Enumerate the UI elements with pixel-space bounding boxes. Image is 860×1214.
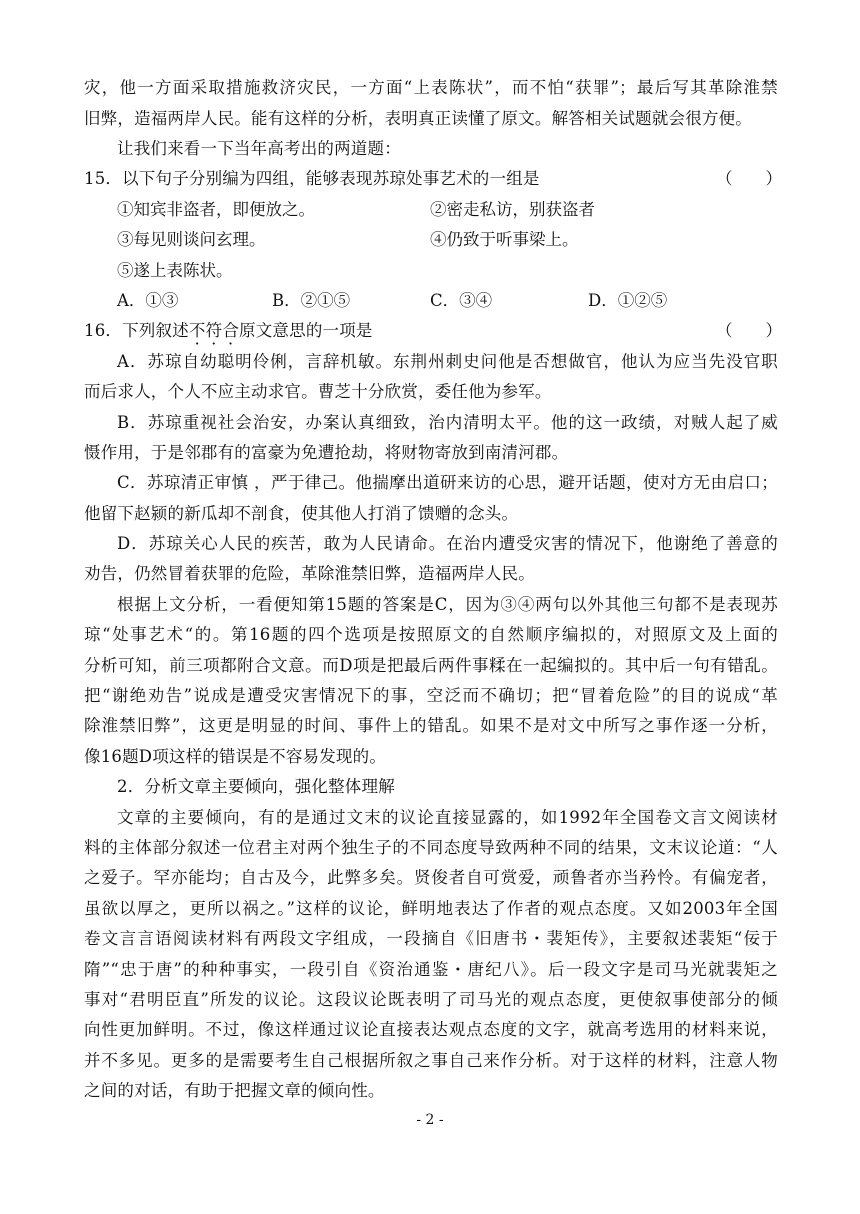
q16-stem-pre: 16．下列叙述: [84, 321, 189, 340]
answer-paren: （ ）: [716, 169, 782, 188]
section2-line: 文章的主要倾向，有的是通过文末的议论直接显露的，如1992年全国卷文言文阅读材: [117, 808, 778, 827]
q15-item-2: ②密走私访，别获盗者: [430, 200, 595, 219]
analysis-line: 琼“处事艺术“的。第16题的四个选项是按照原文的自然顺序编拟的，对照原文及上面的: [84, 625, 778, 644]
page-number: - 2 -: [416, 1112, 444, 1128]
q16-option-b-line: B．苏琼重视社会治安，办案认真细致，治内清明太平。他的这一政绩，对贼人起了威: [117, 413, 778, 432]
section2-line: 之爱子。罕亦能均；自古及今，此弊多矣。贤俊者自可赏爱，顽鲁者亦当矜怜。有偏宠者，: [84, 868, 778, 887]
q16-option-c-line: 他留下赵颍的新瓜却不剖食，使其他人打消了馈赠的念头。: [84, 504, 519, 523]
section2-line: 并不多见。更多的是需要考生自己根据所叙之事自己来作分析。对于这样的材料，注意人物: [84, 1051, 778, 1070]
q15-option-a: A．①③: [117, 291, 179, 310]
section2-line: 料的主体部分叙述一位君主对两个独生子的不同态度导致两种不同的结果，文末议论道：“人: [84, 838, 778, 857]
q15-item-3: ③每见则谈问玄理。: [117, 230, 266, 249]
q16-option-a-line: 而后求人，个人不应主动求官。曹芝十分欣赏，委任他为参军。: [84, 382, 552, 401]
q15-option-d: D．①②⑤: [588, 291, 668, 310]
analysis-line: 像16题D项这样的错误是不容易发现的。: [84, 747, 387, 766]
question-15-stem: 15．以下句子分别编为四组，能够表现苏琼处事艺术的一组是: [84, 169, 540, 188]
q16-option-d-line: D．苏琼关心人民的疾苦，敢为人民请命。在治内遭受灾害的情况下，他谢绝了善意的: [117, 534, 778, 553]
analysis-line: 根据上文分析，一看便知第15题的答案是C，因为③④两句以外其他三句都不是表现苏: [117, 595, 778, 614]
q16-option-a-line: A．苏琼自幼聪明伶俐，言辞机敏。东荆州刺史问他是否想做官，他认为应当先没官职: [117, 352, 778, 371]
q15-item-1: ①知宾非盗者，即便放之。: [117, 200, 315, 219]
q16-option-c-line: C．苏琼清正审慎 ，严于律己。他揣摩出道研来访的心思，避开话题，使对方无由启口；: [117, 473, 778, 492]
section2-line: 卷文言言语阅读材料有两段文字组成，一段摘自《旧唐书・裴矩传》，主要叙述裴矩“佞于: [84, 929, 778, 948]
analysis-line: 把“谢绝劝告”说成是遭受灾害情况下的事，空泛而不确切；把“冒着危险”的目的说成“革: [84, 686, 778, 705]
emphasis-char: 合: [222, 321, 240, 340]
q15-item-5: ⑤遂上表陈状。: [117, 261, 233, 280]
q15-item-4: ④仍致于听事梁上。: [430, 230, 579, 249]
q15-option-b: B．②①⑤: [272, 291, 351, 310]
analysis-line: 除淮禁旧弊”，这更是明显的时间、事件上的错乱。如果不是对文中所写之事作逐一分析，: [84, 716, 778, 735]
q16-stem-post: 原文意思的一项是: [239, 321, 373, 340]
q15-option-c: C．③④: [430, 291, 493, 310]
section2-line: 虽欲以厚之，更所以祸之。”这样的议论，鲜明地表达了作者的观点态度。又如2003年全国: [84, 899, 778, 918]
section2-line: 向性更加鲜明。不过，像这样通过议论直接表达观点态度的文字，就高考选用的材料来说，: [84, 1020, 778, 1039]
section2-line: 隋”“忠于唐”的种种事实，一段引自《资治通鉴・唐纪八》。后一段文字是司马光就裴矩之: [84, 960, 778, 979]
section2-line: 之间的对话，有助于把握文章的倾向性。: [84, 1081, 385, 1100]
question-16-stem: [84, 321, 373, 341]
answer-paren: （ ）: [716, 321, 782, 340]
section2-line: 事对“君明臣直”所发的议论。这段议论既表明了司马光的观点态度，更使叙事使部分的倾: [84, 990, 778, 1009]
intro-line: 让我们来看一下当年高考出的两道题：: [117, 139, 401, 158]
text-line: 旧弊，造福两岸人民。能有这样的分析，表明真正读懂了原文。解答相关试题就会很方便。: [84, 109, 752, 128]
emphasis-char: 符: [205, 321, 223, 340]
analysis-line: 分析可知，前三项都附合文意。而D项是把最后两件事糅在一起编拟的。其中后一句有错乱。: [84, 656, 778, 675]
section-heading: 2．分析文章主要倾向，强化整体理解: [117, 777, 395, 796]
emphasis-char: 不: [188, 321, 206, 340]
text-line: 灾，他一方面采取措施救济灾民，一方面“上表陈状”，而不怕“获罪”；最后写其革除淮禁: [84, 78, 778, 97]
q16-option-d-line: 劝告，仍然冒着获罪的危险，革除淮禁旧弊，造福两岸人民。: [84, 564, 535, 583]
q16-option-b-line: 慑作用，于是邻郡有的富豪为免遭抢劫，将财物寄放到南清河郡。: [84, 443, 569, 462]
